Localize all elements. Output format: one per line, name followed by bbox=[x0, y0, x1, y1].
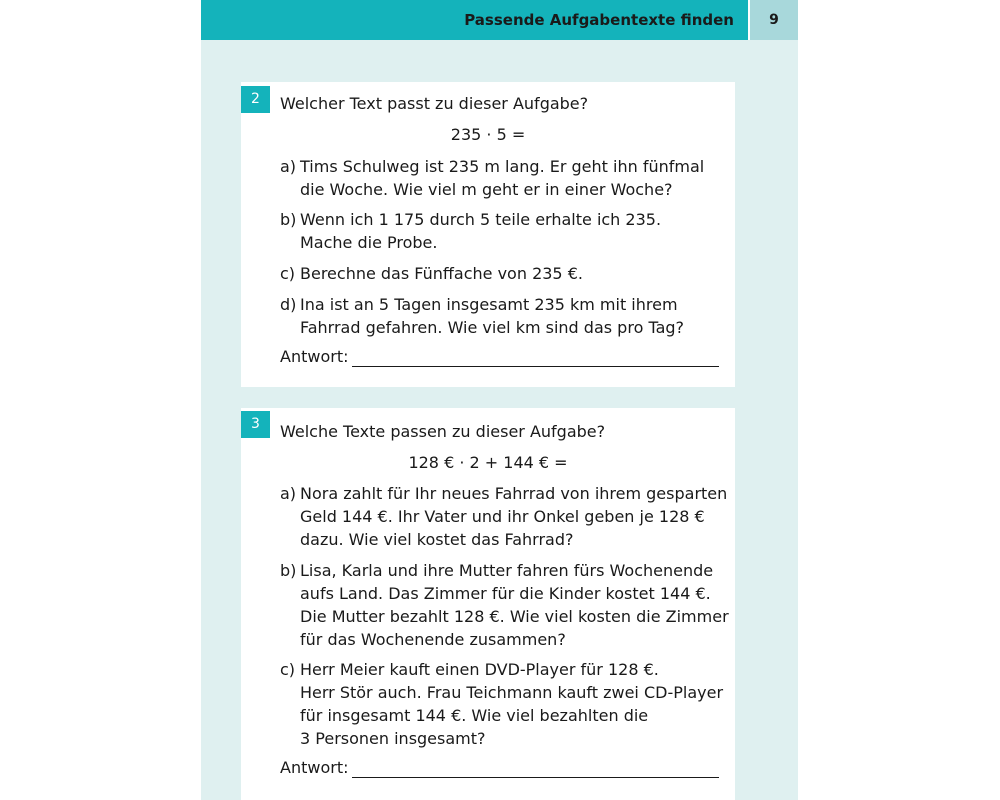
option-text-line: die Woche. Wie viel m geht er in einer Woche? bbox=[300, 180, 673, 199]
option-text-line: für das Wochenende zusammen? bbox=[300, 630, 566, 649]
option-text-line: Nora zahlt für Ihr neues Fahrrad von ihrem gesparten bbox=[300, 484, 728, 503]
option-text-line: Lisa, Karla und ihre Mutter fahren fürs Wochenende bbox=[300, 561, 714, 580]
option-a bbox=[280, 155, 730, 201]
answer-input-line[interactable] bbox=[352, 366, 719, 367]
option-text-line: Tims Schulweg ist 235 m lang. Er geht ihn fünfmal bbox=[300, 157, 705, 176]
task-card-2 bbox=[241, 82, 735, 387]
option-letter: b) bbox=[280, 561, 297, 580]
task-number-badge: 2 bbox=[241, 86, 270, 113]
option-text-line: dazu. Wie viel kostet das Fahrrad? bbox=[300, 530, 574, 549]
page-header bbox=[201, 0, 798, 40]
page-number: 9 bbox=[748, 0, 798, 40]
option-text-line: aufs Land. Das Zimmer für die Kinder kostet 144 €. bbox=[300, 584, 711, 603]
option-letter: c) bbox=[280, 660, 296, 679]
option-letter: d) bbox=[280, 295, 297, 314]
task-equation: 235 · 5 = bbox=[450, 125, 526, 144]
option-letter: a) bbox=[280, 157, 297, 176]
answer-label: Antwort: bbox=[280, 347, 349, 366]
page-title: Passende Aufgabentexte finden bbox=[464, 11, 734, 29]
option-b bbox=[280, 208, 730, 254]
option-letter: b) bbox=[280, 210, 297, 229]
worksheet-page bbox=[201, 0, 798, 800]
option-letter: c) bbox=[280, 264, 296, 283]
answer-input-line[interactable] bbox=[352, 777, 719, 778]
answer-row bbox=[280, 347, 720, 371]
option-d bbox=[280, 293, 730, 339]
task-question: Welche Texte passen zu dieser Aufgabe? bbox=[280, 422, 606, 441]
option-text-line: Wenn ich 1 175 durch 5 teile erhalte ich 235. bbox=[300, 210, 662, 229]
task-card-3 bbox=[241, 408, 735, 800]
option-text-line: Geld 144 €. Ihr Vater und ihr Onkel geben je 128 € bbox=[300, 507, 705, 526]
option-b bbox=[280, 559, 730, 651]
option-text-line: Berechne das Fünffache von 235 €. bbox=[300, 264, 583, 283]
option-letter: a) bbox=[280, 484, 297, 503]
option-text-line: Mache die Probe. bbox=[300, 233, 438, 252]
answer-row bbox=[280, 758, 720, 782]
option-a bbox=[280, 482, 730, 551]
option-text-line: 3 Personen insgesamt? bbox=[300, 729, 486, 748]
task-equation: 128 € · 2 + 144 € = bbox=[408, 453, 568, 472]
option-c bbox=[280, 658, 730, 750]
option-text-line: Ina ist an 5 Tagen insgesamt 235 km mit ihrem bbox=[300, 295, 678, 314]
option-text-line: Herr Meier kauft einen DVD-Player für 128 €. bbox=[300, 660, 659, 679]
answer-label: Antwort: bbox=[280, 758, 349, 777]
task-number-badge: 3 bbox=[241, 411, 270, 438]
option-text-line: Die Mutter bezahlt 128 €. Wie viel kosten die Zimmer bbox=[300, 607, 729, 626]
option-text-line: Fahrrad gefahren. Wie viel km sind das pro Tag? bbox=[300, 318, 685, 337]
task-question: Welcher Text passt zu dieser Aufgabe? bbox=[280, 94, 589, 113]
option-text-line: für insgesamt 144 €. Wie viel bezahlten die bbox=[300, 706, 649, 725]
option-c bbox=[280, 262, 730, 285]
option-text-line: Herr Stör auch. Frau Teichmann kauft zwei CD-Player bbox=[300, 683, 724, 702]
